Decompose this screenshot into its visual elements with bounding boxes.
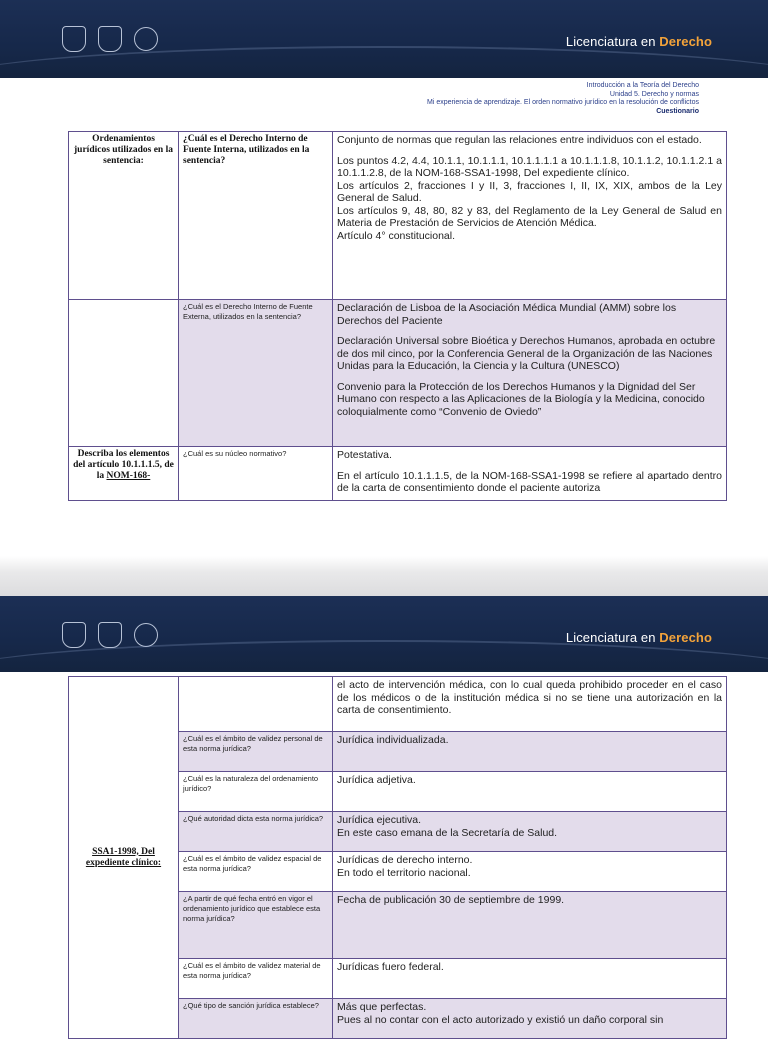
page-break — [0, 556, 768, 596]
question-cell: ¿Qué tipo de sanción jurídica establece? — [179, 999, 333, 1039]
answer-cell: Más que perfectas. Pues al no contar con el acto autorizado y existió un daño corporal sin — [333, 999, 727, 1039]
row-heading: Ordenamientos jurídicos utilizados en la sentencia: — [69, 132, 179, 300]
answer-cell — [333, 132, 727, 300]
question-cell: ¿Qué autoridad dicta esta norma jurídica? — [179, 812, 333, 852]
question-cell — [179, 677, 333, 732]
answer-text: Conjunto de normas que regulan las relaciones entre individuos con el estado. — [337, 134, 702, 146]
question-cell: ¿Cuál es su núcleo normativo? — [179, 447, 333, 501]
question-cell: ¿Cuál es la naturaleza del ordenamiento jurídico? — [179, 772, 333, 812]
questionnaire-table-2 — [68, 676, 727, 1039]
answer-text: Potestativa. — [337, 449, 392, 461]
unam-logo-icon — [62, 26, 86, 52]
answer-cell — [333, 300, 727, 447]
answer-cell: Fecha de publicación 30 de septiembre de 1999. — [333, 892, 727, 959]
row-heading — [69, 300, 179, 447]
row-heading: SSA1-1998, Del expediente clínico: — [69, 677, 179, 1039]
answer-cell: Jurídicas de derecho interno. En todo el territorio nacional. — [333, 852, 727, 892]
header-banner — [0, 0, 768, 78]
answer-cell: Jurídicas fuero federal. — [333, 959, 727, 999]
answer-text: Artículo 4° constitucional. — [337, 229, 456, 242]
answer-text: En el artículo 10.1.1.1.5, de la NOM-168-SSA1-1998 se refiere al apartado dentro de la carta de consentimiento donde el paciente autoriza — [337, 469, 722, 494]
course-name: Introducción a la Teoría del Derecho — [586, 82, 699, 89]
table-row — [69, 132, 727, 300]
program-title: Licenciatura en Derecho — [565, 630, 712, 645]
answer-text: Los artículos 9, 48, 80, 82 y 83, del Reglamento de la Ley General de Salud en Materia de Prestación de Servicios de Atención Médica. — [337, 204, 722, 229]
nom-link-text: NOM-168- — [106, 471, 151, 481]
answer-text: Declaración Universal sobre Bioética y Derechos Humanos, aprobada en octubre de dos mil cinco, por la Conferencia General de la Organización de las Naciones Unidas para la Educación, la Ciencia y la Cultura (UNESCO) — [337, 335, 716, 372]
answer-cell: Jurídica ejecutiva. En este caso emana de la Secretaría de Salud. — [333, 812, 727, 852]
course-meta — [427, 82, 699, 116]
question-cell: ¿A partir de qué fecha entró en vigor el ordenamiento jurídico que establece esta norma jurídica? — [179, 892, 333, 959]
program-title: Licenciatura en Derecho — [565, 34, 712, 49]
question-cell: ¿Cuál es el ámbito de validez espacial de esta norma jurídica? — [179, 852, 333, 892]
table-row — [69, 677, 727, 732]
unit-name: Unidad 5. Derecho y normas — [609, 90, 699, 98]
question-cell: ¿Cuál es el ámbito de validez material de esta norma jurídica? — [179, 959, 333, 999]
institution-logos — [62, 26, 158, 52]
table-row — [69, 300, 727, 447]
answer-cell — [333, 447, 727, 501]
question-cell: ¿Cuál es el ámbito de validez personal de esta norma jurídica? — [179, 732, 333, 772]
answer-text: Los artículos 2, fracciones I y II, 3, fracciones I, II, IX, XIX, ambos de la Ley General de Salud. — [337, 179, 722, 204]
row-heading: Describa los elementos del artículo 10.1.1.1.5, de la NOM-168- — [69, 447, 179, 501]
answer-cell: el acto de intervención médica, con lo cual queda prohibido proceder en el caso de los médicos o de la institución médica si no se tiene una autorización en la carta de consentimiento. — [333, 677, 727, 732]
institution-logos — [62, 622, 158, 648]
distance-ed-logo-icon — [134, 27, 158, 51]
header-banner-page-2 — [0, 596, 768, 672]
table-row — [69, 447, 727, 501]
distance-ed-logo-icon — [134, 623, 158, 647]
answer-text: Los puntos 4.2, 4.4, 10.1.1, 10.1.1.1, 10.1.1.1.1 a 10.1.1.1.8, 10.1.1.2, 10.1.1.2.1 a 10.1.1.2.8, de la NOM-168-SSA1-1998, Del expediente clínico. — [337, 154, 722, 179]
answer-text: Declaración de Lisboa de la Asociación Médica Mundial (AMM) sobre los Derechos del Paciente — [337, 302, 677, 327]
shield-logo-icon — [98, 622, 122, 648]
document-type: Cuestionario — [656, 107, 699, 115]
question-cell: ¿Cuál es el Derecho Interno de Fuente Externa, utilizados en la sentencia? — [179, 300, 333, 447]
unam-logo-icon — [62, 622, 86, 648]
shield-logo-icon — [98, 26, 122, 52]
answer-text: Convenio para la Protección de los Derechos Humanos y la Dignidad del Ser Humano con respecto a las Aplicaciones de la Biología y la Medicina, conocido coloquialmente como “Convenio de Oviedo” — [337, 380, 705, 418]
questionnaire-table-1 — [68, 131, 727, 501]
answer-cell: Jurídica individualizada. — [333, 732, 727, 772]
activity-name: Mi experiencia de aprendizaje. El orden normativo jurídico en la resolución de conflictos — [427, 99, 699, 106]
answer-cell: Jurídica adjetiva. — [333, 772, 727, 812]
question-cell: ¿Cuál es el Derecho Interno de Fuente Interna, utilizados en la sentencia? — [179, 132, 333, 300]
